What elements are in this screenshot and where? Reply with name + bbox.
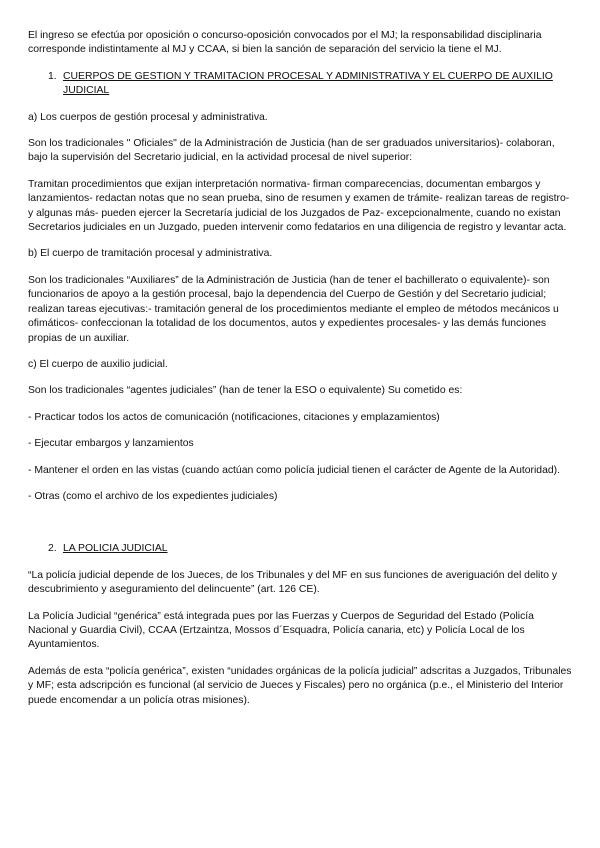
section-2-paragraph-3: Además de esta “policía genérica”, existen “unidades orgánicas de la policía judicial” adscritas a Juzgados, Tribunales y MF; esta adscripción es funcional (al servicio de Jueces y Fiscales) pero no orgánica (p.e., el Ministerio del Interior puede encomendar a un policía otras misiones). bbox=[28, 665, 572, 706]
section-1-heading bbox=[28, 70, 574, 99]
list-item: - Ejecutar embargos y lanzamientos bbox=[28, 438, 194, 450]
subsection-c-paragraph-1: Son los tradicionales “agentes judiciales” (han de tener la ESO o equivalente) Su cometido es: bbox=[28, 385, 463, 397]
subsection-b-paragraph-1: Son los tradicionales “Auxiliares” de la Administración de Justicia (han de tener el bachillerato o equivalente)- son funcionarios de apoyo a la gestión procesal, bajo la dependencia del Cuerpo de Gestión y del Secretario judicial; realizan tareas ejecutivas:- tramitación general de los procedimientos mediante el empleo de métodos mecánicos u ofimáticos- confeccionan la totalidad de los documentos, autos y expedientes procesales- y las demás funciones propias de un auxiliar. bbox=[28, 274, 559, 344]
section-2-number: 2. bbox=[48, 543, 57, 555]
section-1-title: CUERPOS DE GESTION Y TRAMITACION PROCESAL Y ADMINISTRATIVA Y EL CUERPO DE AUXILIO JUDICIAL bbox=[63, 70, 553, 97]
subsection-a-paragraph-2: Tramitan procedimientos que exijan interpretación normativa- firman comparecencias, documentan embargos y lanzamientos- redactan notas que no sean prueba, sino de resumen y examen de trámite- realizan tareas de registro- y algunas más- pueden ejercer la Secretaría judicial de los Juzgados de Paz- excepcionalmente, cuando no existan Secretarios judiciales en un Juzgado, pueden intervenir como fedatarios en una diligencia de registro y levantar acta. bbox=[28, 178, 570, 234]
list-item: - Otras (como el archivo de los expedientes judiciales) bbox=[28, 490, 278, 502]
section-1-number: 1. bbox=[48, 70, 57, 82]
subsection-a-paragraph-1: Son los tradicionales " Oficiales" de la Administración de Justicia (han de ser graduados universitarios)- colaboran, bajo la supervisión del Secretario judicial, en la actividad procesal de nivel superior: bbox=[28, 138, 555, 164]
section-2-paragraph-2: La Policía Judicial “genérica” está integrada pues por las Fuerzas y Cuerpos de Seguridad del Estado (Policía Nacional y Guardia Civil), CCAA (Ertzaintza, Mossos d´Esquadra, Policía canaria, etc) y Policía Local de los Ayuntamientos. bbox=[28, 610, 534, 651]
intro-paragraph: El ingreso se efectúa por oposición o concurso-oposición convocados por el MJ; la responsabilidad disciplinaria corresponde indistintamente al MJ y CCAA, si bien la sanción de separación del servicio la tiene el MJ. bbox=[28, 30, 542, 56]
document-page bbox=[28, 29, 574, 708]
subsection-c-title: c) El cuerpo de auxilio judicial. bbox=[28, 358, 168, 370]
section-2-heading bbox=[28, 542, 574, 556]
subsection-b-title: b) El cuerpo de tramitación procesal y administrativa. bbox=[28, 248, 273, 260]
list-item: - Practicar todos los actos de comunicación (notificaciones, citaciones y emplazamientos) bbox=[28, 411, 440, 423]
section-2-title: LA POLICIA JUDICIAL bbox=[63, 543, 168, 555]
section-2-paragraph-1: “La policía judicial depende de los Jueces, de los Tribunales y del MF en sus funciones de averiguación del delito y descubrimiento y aseguramiento del delincuente” (art. 126 CE). bbox=[28, 569, 558, 596]
subsection-a-title: a) Los cuerpos de gestión procesal y administrativa. bbox=[28, 111, 268, 123]
list-item: - Mantener el orden en las vistas (cuando actúan como policía judicial tienen el carácter de Agente de la Autoridad). bbox=[28, 464, 560, 476]
